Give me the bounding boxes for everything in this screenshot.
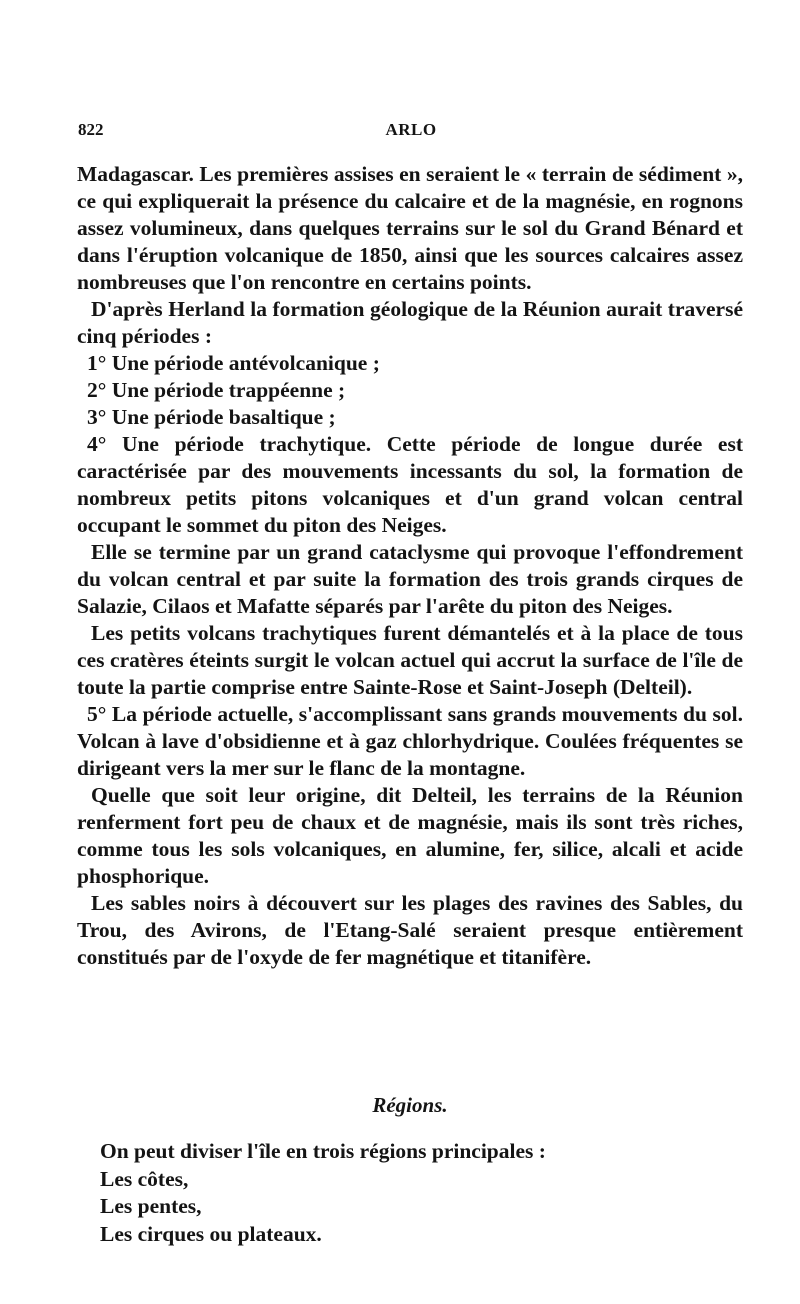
paragraph: Les petits volcans trachytiques furent démantelés et à la place de tous ces cratères éteints surgit le volcan actuel qui accrut la surface de l'île de toute la partie comprise entre Sainte-Rose et Saint-Joseph (Delteil). [77, 621, 743, 699]
running-title: ARLO [385, 120, 437, 139]
region-item: Les côtes, [100, 1166, 189, 1191]
regions-intro: On peut diviser l'île en trois régions principales : [100, 1139, 546, 1163]
period-item: 4° Une période trachytique. Cette période de longue durée est caractérisée par des mouvements incessants du sol, la formation de nombreux petits pitons volcaniques et d'un grand volcan central occupant le sommet du piton des Neiges. [77, 432, 743, 537]
period-item: 5° La période actuelle, s'accomplissant sans grands mouvements du sol. Volcan à lave d'obsidienne et à gaz chlorhydrique. Coulées fréquentes se dirigeant vers la mer sur le flanc de la montagne. [77, 702, 743, 780]
page-number: 822 [78, 120, 104, 139]
paragraph: D'après Herland la formation géologique de la Réunion aurait traversé cinq périodes : [77, 297, 743, 348]
paragraph: Quelle que soit leur origine, dit Delteil, les terrains de la Réunion renferment fort peu de chaux et de magnésie, mais ils sont très riches, comme tous les sols volcaniques, en alumine, fer, silice, alcali et acide phosphorique. [77, 783, 743, 888]
paragraph: Les sables noirs à découvert sur les plages des ravines des Sables, du Trou, des Avirons, de l'Etang-Salé seraient presque entièrement constitués par de l'oxyde de fer magnétique et titanifère. [77, 891, 743, 969]
region-item: Les pentes, [100, 1194, 202, 1218]
section-title: Régions. [372, 1093, 448, 1117]
paragraph: Madagascar. Les premières assises en seraient le « terrain de sédiment », ce qui expliquerait la présence du calcaire et de la magnésie, en rognons assez volumineux, dans quelques terrains sur le sol du Grand Bénard et dans l'éruption volcanique de 1850, ainsi que les sources calcaires assez nombreuses que l'on rencontre en certains points. [77, 162, 743, 294]
paragraph: Elle se termine par un grand cataclysme qui provoque l'effondrement du volcan central et par suite la formation des trois grands cirques de Salazie, Cilaos et Mafatte séparés par l'arête du piton des Neiges. [77, 540, 743, 618]
regions-list [100, 1138, 740, 1248]
region-item: Les cirques ou plateaux. [100, 1221, 322, 1246]
page-header [78, 120, 744, 144]
period-item: 2° Une période trappéenne ; [87, 378, 346, 402]
body-text [77, 161, 743, 971]
period-item: 1° Une période antévolcanique ; [87, 351, 380, 375]
period-item: 3° Une période basaltique ; [87, 405, 336, 429]
